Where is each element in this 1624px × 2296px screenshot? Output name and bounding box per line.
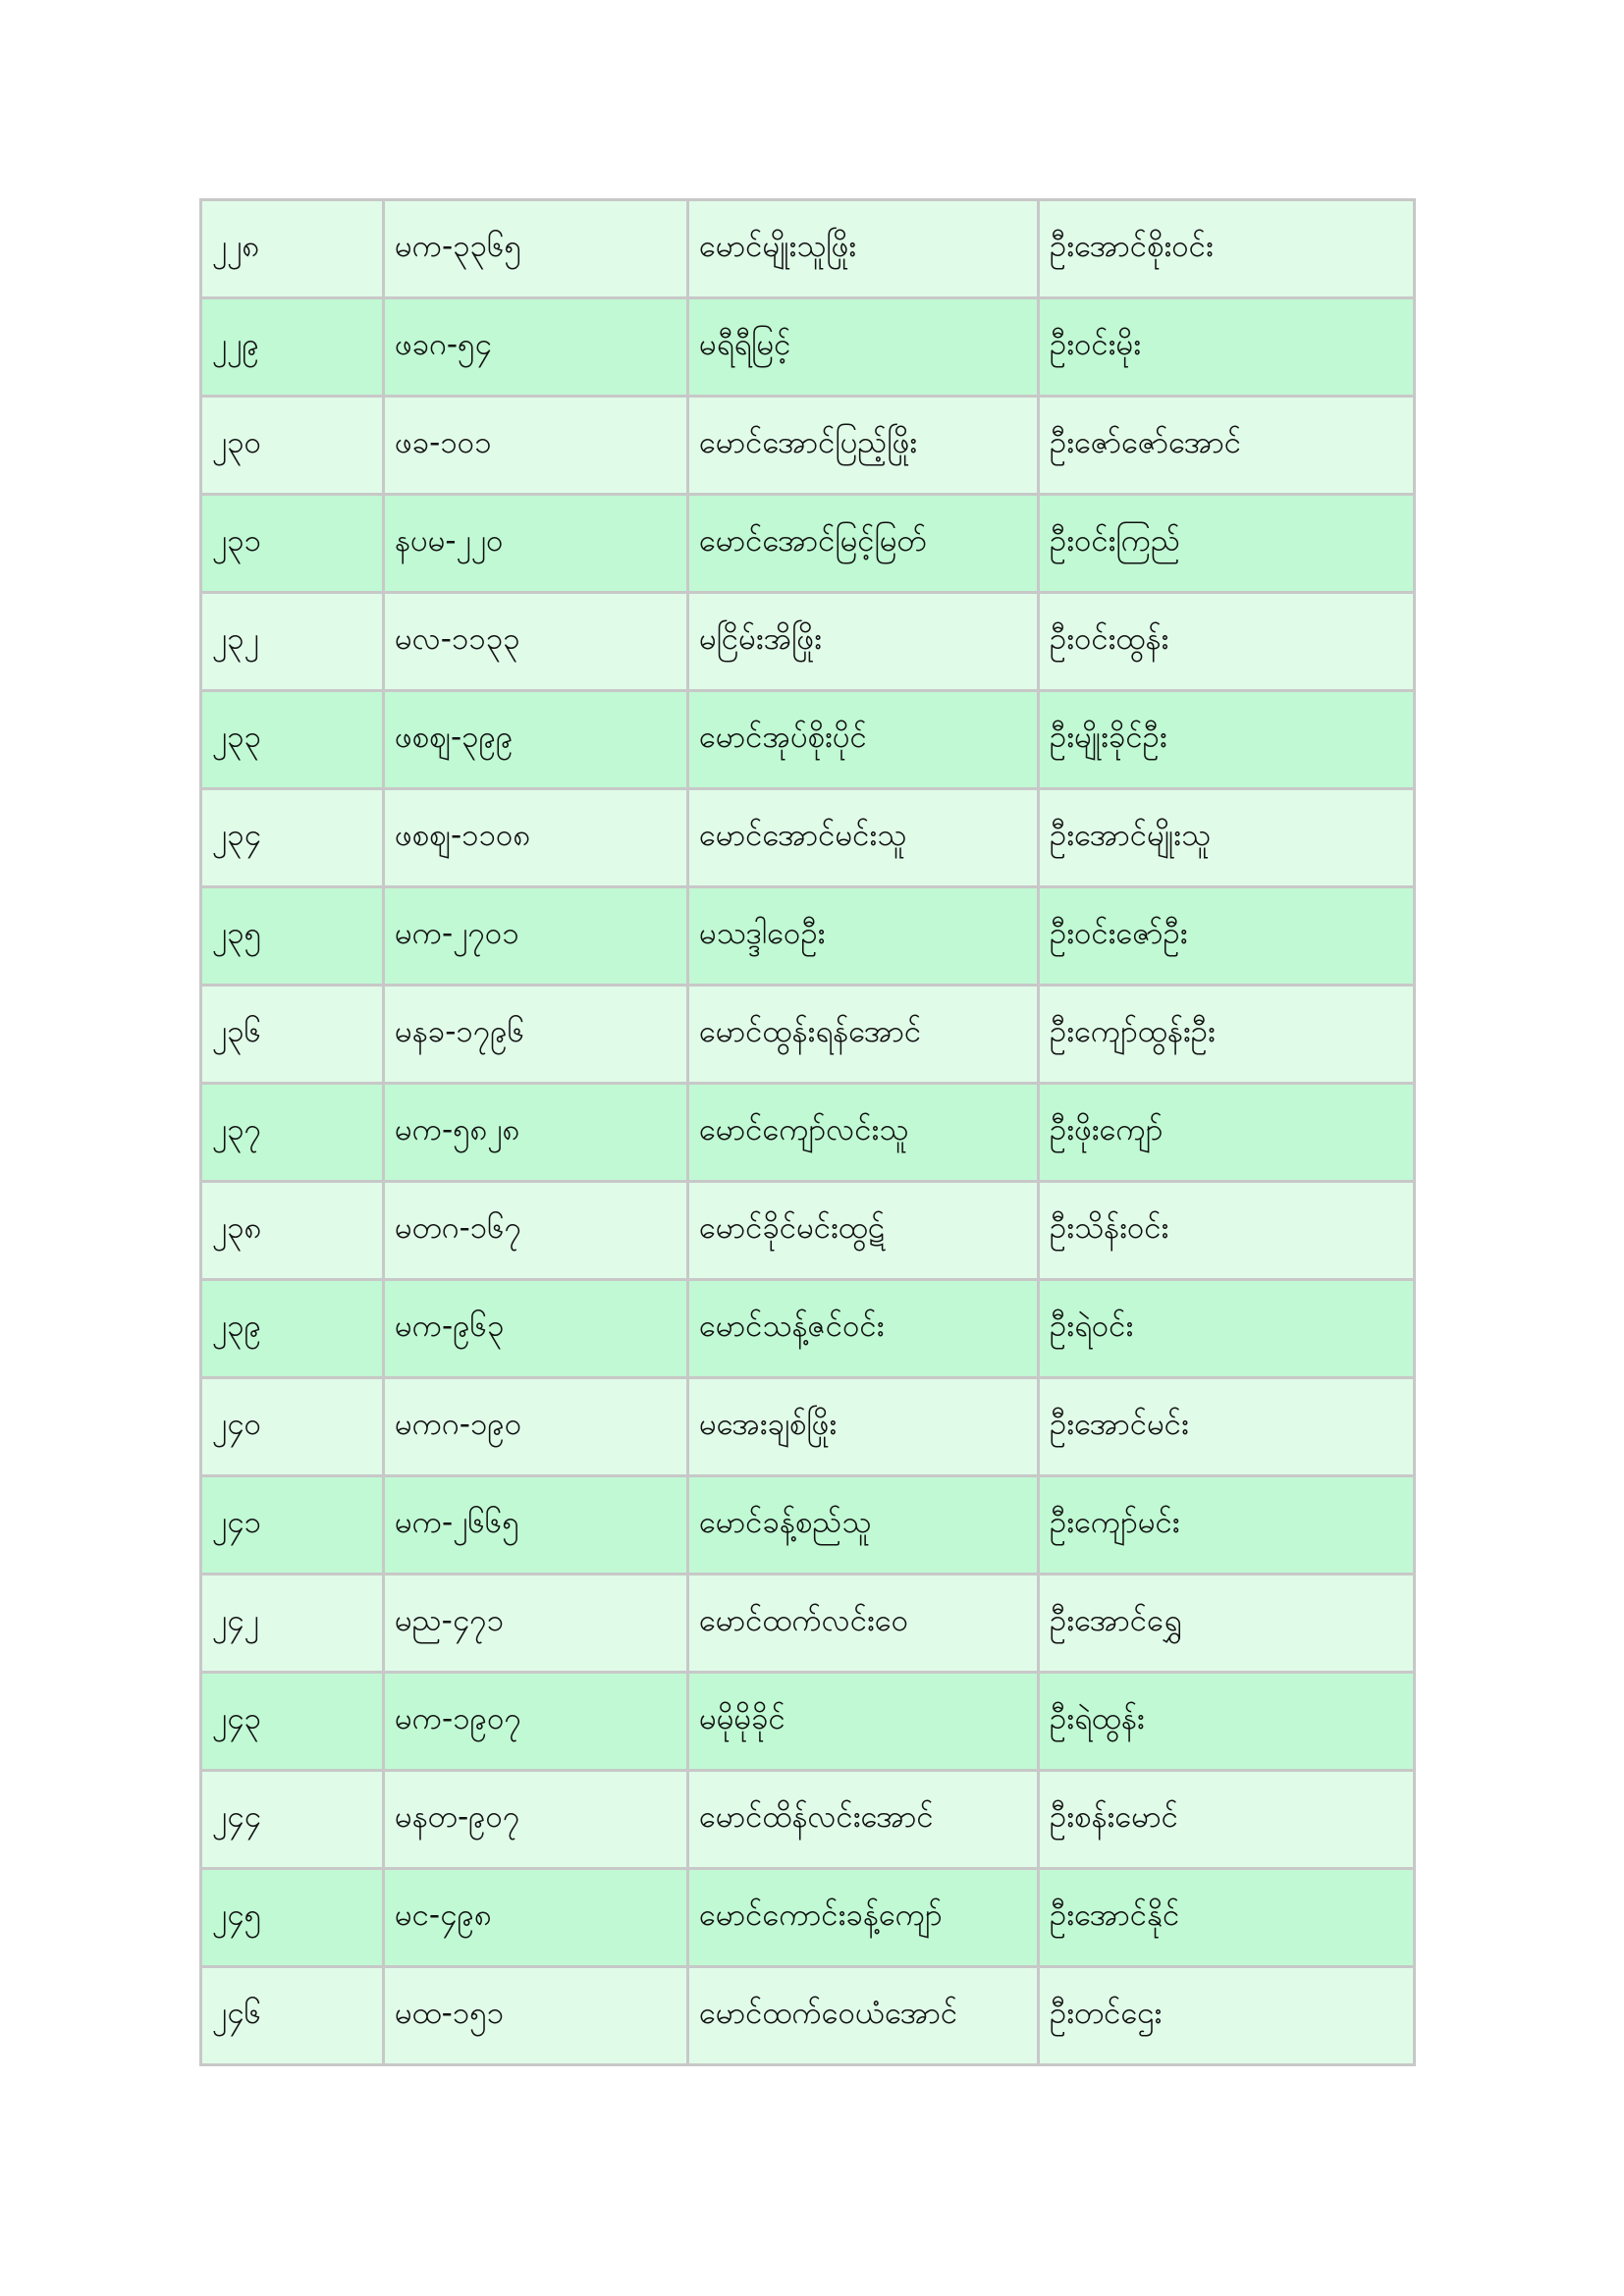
row-number-cell: ၂၂၉: [201, 298, 384, 397]
table-row: [201, 397, 1415, 495]
father-name-cell: ဦးဖိုးကျော်: [1039, 1084, 1415, 1182]
father-name-cell: ဦးဝင်းဇော်ဦး: [1039, 887, 1415, 986]
table-row: [201, 986, 1415, 1084]
father-name-cell: ဦးဝင်းကြည်: [1039, 495, 1415, 593]
table-row: [201, 200, 1415, 298]
table-row: [201, 1673, 1415, 1771]
registration-id-cell: မက-၉၆၃: [384, 1280, 688, 1378]
row-number-cell: ၂၄၀: [201, 1378, 384, 1476]
table-row: [201, 789, 1415, 887]
father-name-cell: ဦးကျော်ထွန်းဦး: [1039, 986, 1415, 1084]
student-roster-table: [199, 198, 1416, 2066]
student-name-cell: မအေးချစ်ဖြိုး: [688, 1378, 1039, 1476]
registration-id-cell: မက-၅၈၂၈: [384, 1084, 688, 1182]
registration-id-cell: ဖစဈ-၃၉၉: [384, 691, 688, 789]
father-name-cell: ဦးအောင်စိုးဝင်း: [1039, 200, 1415, 298]
table-row: [201, 495, 1415, 593]
registration-id-cell: မင-၄၉၈: [384, 1869, 688, 1967]
father-name-cell: ဦးအောင်ရွှေ: [1039, 1575, 1415, 1673]
student-name-cell: မောင်ခိုင်မင်းထွဋ်: [688, 1182, 1039, 1280]
table-row: [201, 1869, 1415, 1967]
table-row: [201, 1771, 1415, 1869]
father-name-cell: ဦးသိန်းဝင်း: [1039, 1182, 1415, 1280]
registration-id-cell: မတဂ-၁၆၇: [384, 1182, 688, 1280]
row-number-cell: ၂၃၇: [201, 1084, 384, 1182]
row-number-cell: ၂၃၀: [201, 397, 384, 495]
father-name-cell: ဦးဇော်ဇော်အောင်: [1039, 397, 1415, 495]
row-number-cell: ၂၃၈: [201, 1182, 384, 1280]
row-number-cell: ၂၃၉: [201, 1280, 384, 1378]
father-name-cell: ဦးအောင်နိုင်: [1039, 1869, 1415, 1967]
table-row: [201, 691, 1415, 789]
row-number-cell: ၂၄၆: [201, 1967, 384, 2065]
row-number-cell: ၂၃၂: [201, 593, 384, 691]
table-row: [201, 1378, 1415, 1476]
registration-id-cell: မကဂ-၁၉၀: [384, 1378, 688, 1476]
registration-id-cell: မက-၃၃၆၅: [384, 200, 688, 298]
father-name-cell: ဦးရဲထွန်း: [1039, 1673, 1415, 1771]
student-name-cell: မောင်ကောင်းခန့်ကျော်: [688, 1869, 1039, 1967]
student-name-cell: မောင်မျိုးသူဖြိုး: [688, 200, 1039, 298]
table-row: [201, 1084, 1415, 1182]
row-number-cell: ၂၃၆: [201, 986, 384, 1084]
registration-id-cell: မက-၁၉၀၇: [384, 1673, 688, 1771]
student-name-cell: မောင်အောင်မင်းသူ: [688, 789, 1039, 887]
student-name-cell: မငြိမ်းအိဖြိုး: [688, 593, 1039, 691]
row-number-cell: ၂၄၄: [201, 1771, 384, 1869]
table-row: [201, 298, 1415, 397]
row-number-cell: ၂၄၅: [201, 1869, 384, 1967]
student-name-cell: မသဒ္ဒါဝေဦး: [688, 887, 1039, 986]
student-name-cell: မောင်ထက်ဝေယံအောင်: [688, 1967, 1039, 2065]
row-number-cell: ၂၃၄: [201, 789, 384, 887]
student-name-cell: မောင်ထက်လင်းဝေ: [688, 1575, 1039, 1673]
row-number-cell: ၂၂၈: [201, 200, 384, 298]
student-name-cell: မောင်အုပ်စိုးပိုင်: [688, 691, 1039, 789]
student-name-cell: မောင်သန့်ဇင်ဝင်း: [688, 1280, 1039, 1378]
father-name-cell: ဦးမျိုးခိုင်ဦး: [1039, 691, 1415, 789]
registration-id-cell: မထ-၁၅၁: [384, 1967, 688, 2065]
row-number-cell: ၂၃၅: [201, 887, 384, 986]
table-row: [201, 1280, 1415, 1378]
student-name-cell: မရီရီမြင့်: [688, 298, 1039, 397]
row-number-cell: ၂၃၃: [201, 691, 384, 789]
father-name-cell: ဦးဝင်းမိုး: [1039, 298, 1415, 397]
father-name-cell: ဦးအောင်မျိုးသူ: [1039, 789, 1415, 887]
student-name-cell: မောင်ထိန်လင်းအောင်: [688, 1771, 1039, 1869]
student-name-cell: မမိုမိုခိုင်: [688, 1673, 1039, 1771]
row-number-cell: ၂၄၃: [201, 1673, 384, 1771]
registration-id-cell: ဖစဈ-၁၁၀၈: [384, 789, 688, 887]
student-name-cell: မောင်ကျော်လင်းသူ: [688, 1084, 1039, 1182]
row-number-cell: ၂၄၁: [201, 1476, 384, 1575]
registration-id-cell: မလ-၁၁၃၃: [384, 593, 688, 691]
registration-id-cell: ဖခ-၁၀၁: [384, 397, 688, 495]
registration-id-cell: ဖခဂ-၅၄: [384, 298, 688, 397]
student-name-cell: မောင်ခန့်စည်သူ: [688, 1476, 1039, 1575]
row-number-cell: ၂၃၁: [201, 495, 384, 593]
row-number-cell: ၂၄၂: [201, 1575, 384, 1673]
table-row: [201, 593, 1415, 691]
student-name-cell: မောင်အောင်ပြည့်ဖြိုး: [688, 397, 1039, 495]
table-row: [201, 1182, 1415, 1280]
student-name-cell: မောင်ထွန်းရန်အောင်: [688, 986, 1039, 1084]
father-name-cell: ဦးဝင်းထွန်း: [1039, 593, 1415, 691]
registration-id-cell: နပမ-၂၂၀: [384, 495, 688, 593]
student-name-cell: မောင်အောင်မြင့်မြတ်: [688, 495, 1039, 593]
registration-id-cell: မနခ-၁၇၉၆: [384, 986, 688, 1084]
table-row: [201, 1476, 1415, 1575]
registration-id-cell: မက-၂၆၆၅: [384, 1476, 688, 1575]
roster-body: [201, 200, 1415, 2065]
father-name-cell: ဦးကျော်မင်း: [1039, 1476, 1415, 1575]
registration-id-cell: မက-၂၇၀၁: [384, 887, 688, 986]
registration-id-cell: မည-၄၇၁: [384, 1575, 688, 1673]
father-name-cell: ဦးရဲဝင်း: [1039, 1280, 1415, 1378]
father-name-cell: ဦးစန်းမောင်: [1039, 1771, 1415, 1869]
table-row: [201, 1575, 1415, 1673]
table-row: [201, 887, 1415, 986]
table-row: [201, 1967, 1415, 2065]
father-name-cell: ဦးအောင်မင်း: [1039, 1378, 1415, 1476]
father-name-cell: ဦးတင်ဌေး: [1039, 1967, 1415, 2065]
registration-id-cell: မနတ-၉၀၇: [384, 1771, 688, 1869]
